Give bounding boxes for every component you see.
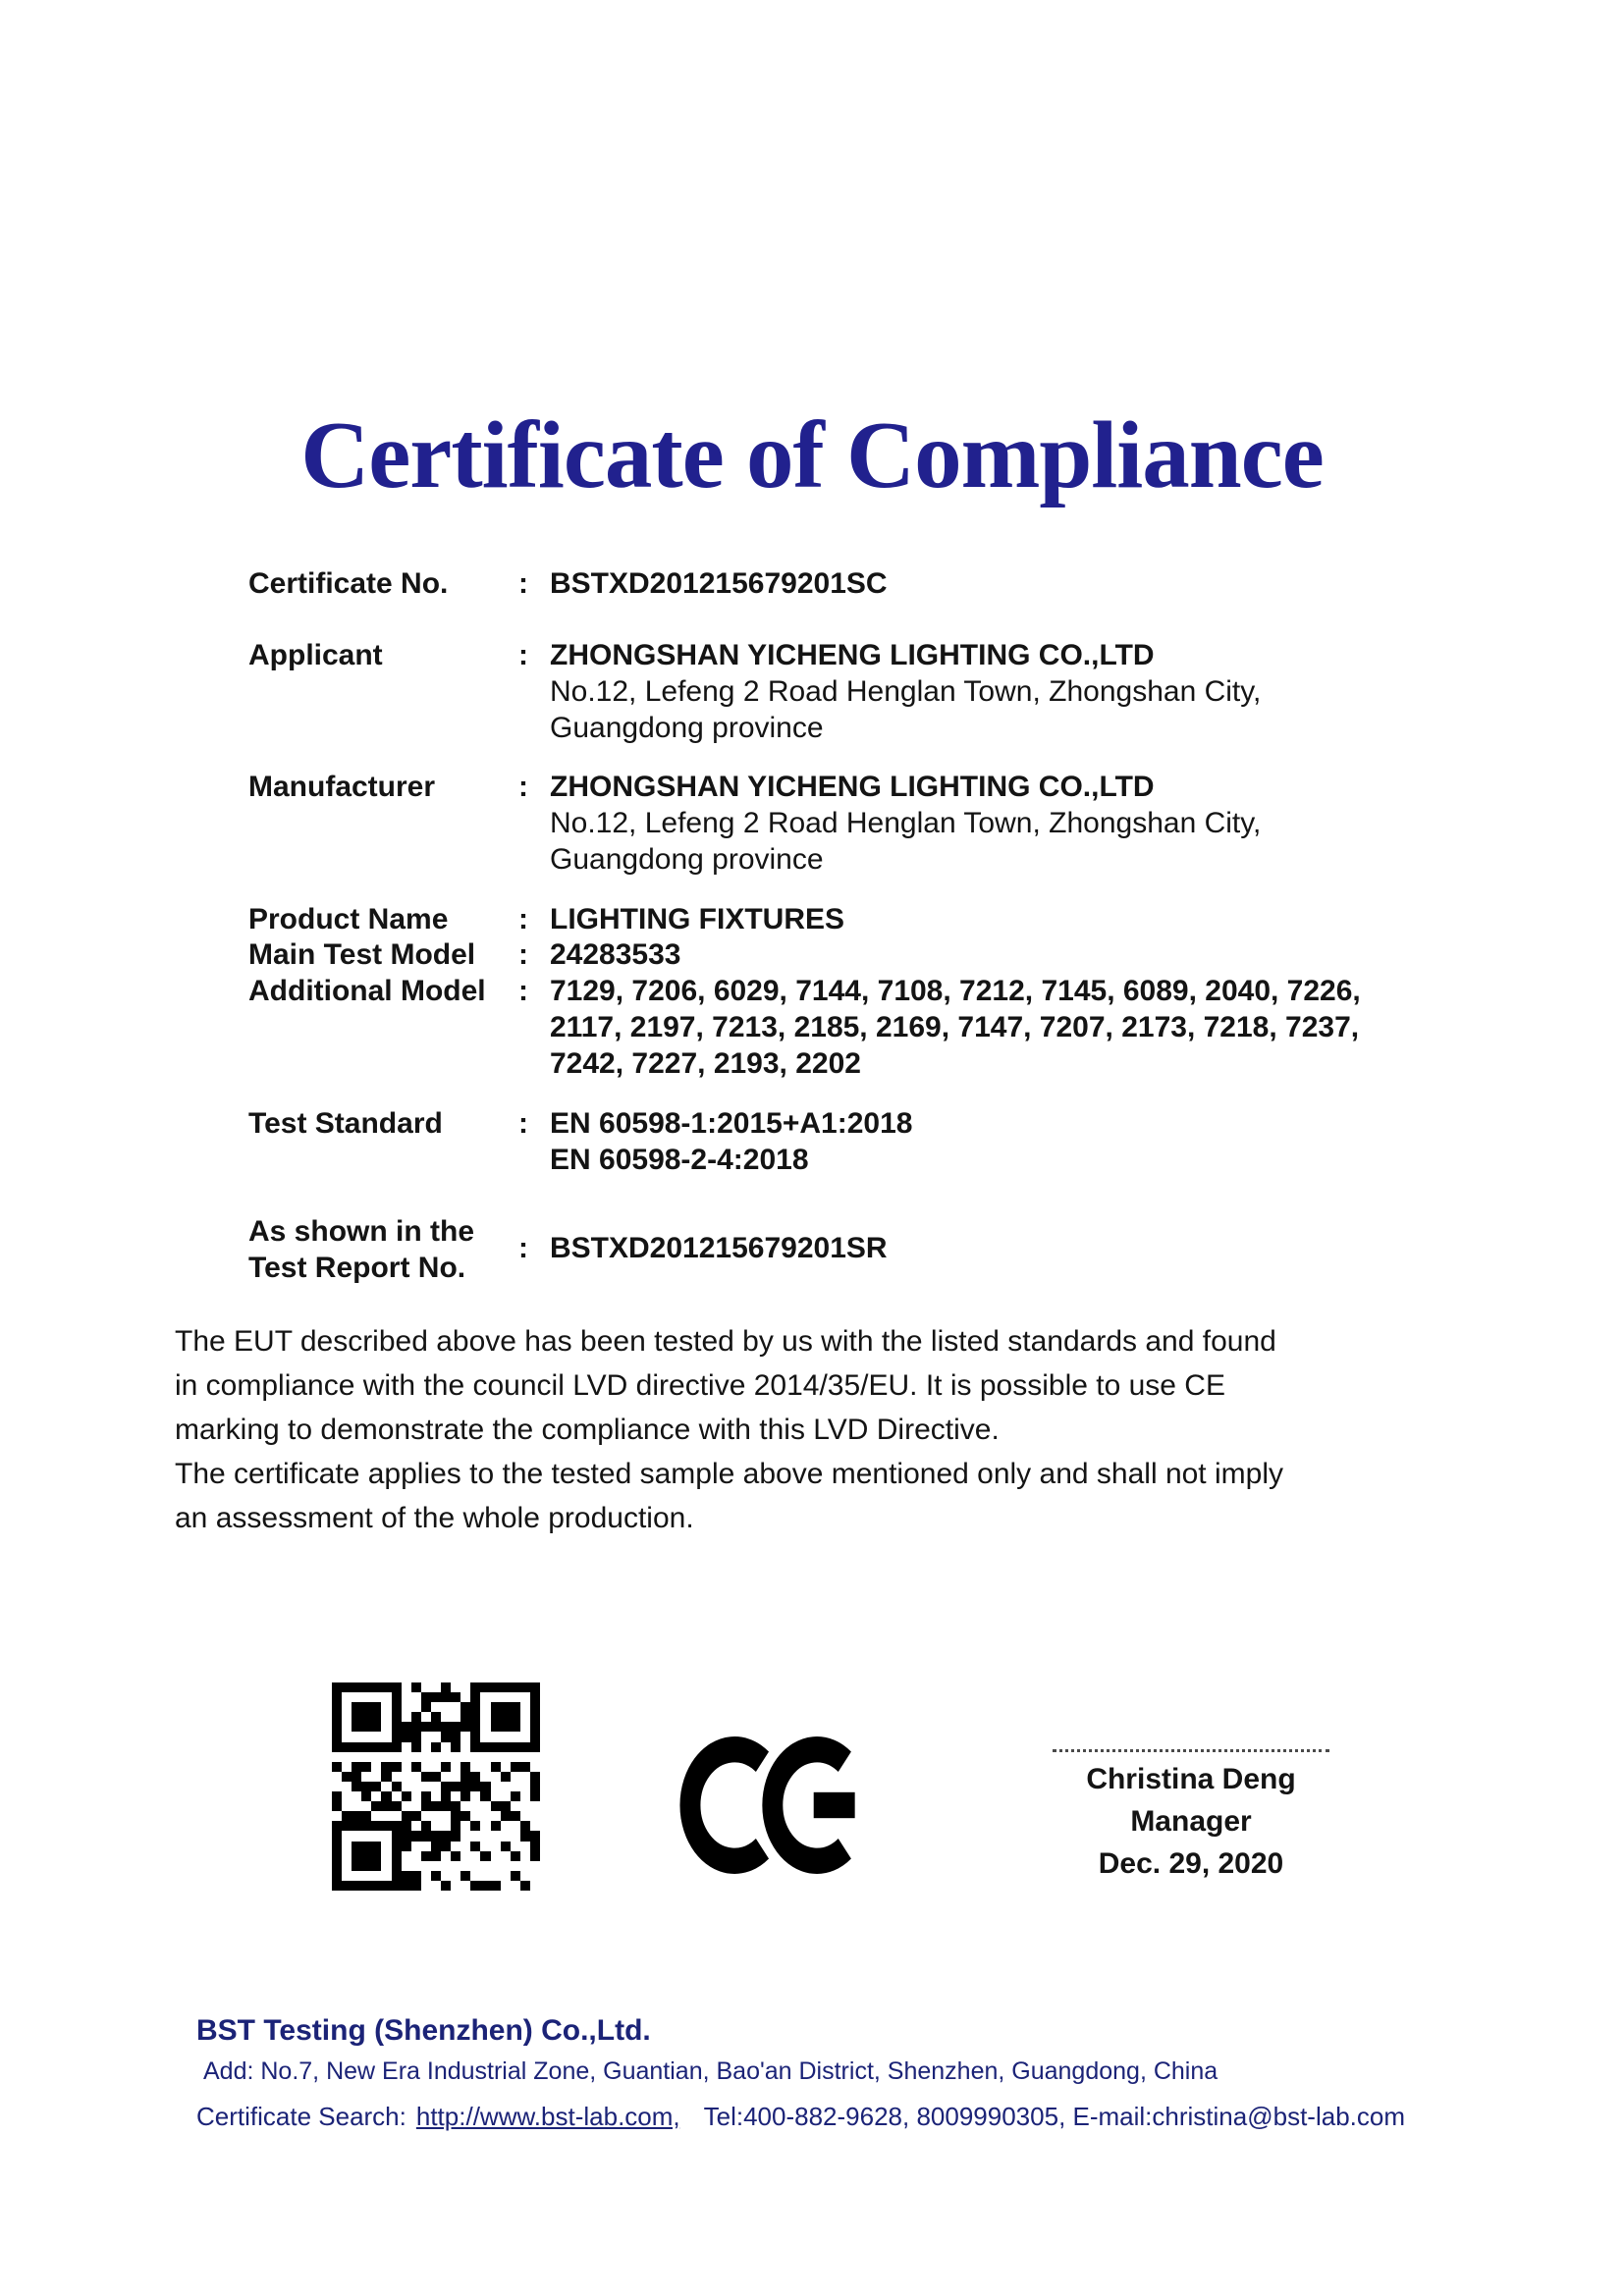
colon: : bbox=[518, 903, 528, 935]
field-label: Product Name bbox=[248, 903, 449, 935]
additional-model-value bbox=[550, 973, 1361, 1082]
field-label: Manufacturer bbox=[248, 771, 436, 803]
manufacturer-value bbox=[550, 769, 1261, 878]
footer-contact-row bbox=[196, 2101, 1405, 2132]
signatory-position: Manager bbox=[1130, 1805, 1252, 1838]
issuer-company-name: BST Testing (Shenzhen) Co.,Ltd. bbox=[196, 2014, 651, 2047]
statement-line5: an assessment of the whole production. bbox=[175, 1502, 694, 1534]
main-test-model-value: 24283533 bbox=[550, 938, 681, 971]
colon: : bbox=[518, 938, 528, 971]
certificate-number: BSTXD201215679201SC bbox=[550, 567, 888, 600]
test-report-number: BSTXD201215679201SR bbox=[550, 1232, 888, 1264]
field-label: Applicant bbox=[248, 639, 383, 671]
additional-model-line3: 7242, 7227, 2193, 2202 bbox=[550, 1047, 861, 1080]
additional-model-line1: 7129, 7206, 6029, 7144, 7108, 7212, 7145, 6089, 2040, 7226, bbox=[550, 975, 1361, 1007]
field-label: Main Test Model bbox=[248, 938, 476, 971]
qr-code-icon bbox=[332, 1682, 540, 1891]
statement-line3: marking to demonstrate the compliance with this LVD Directive. bbox=[175, 1414, 1000, 1446]
signature-date: Dec. 29, 2020 bbox=[1098, 1847, 1284, 1880]
test-standard-line2: EN 60598-2-4:2018 bbox=[550, 1144, 809, 1176]
product-name-value: LIGHTING FIXTURES bbox=[550, 903, 844, 935]
applicant-address-line2: Guangdong province bbox=[550, 712, 824, 744]
additional-model-line2: 2117, 2197, 7213, 2185, 2169, 7147, 7207, 2173, 7218, 7237, bbox=[550, 1011, 1360, 1043]
colon: : bbox=[518, 771, 528, 803]
statement-line4: The certificate applies to the tested sample above mentioned only and shall not imply bbox=[175, 1458, 1283, 1490]
signature-block bbox=[1044, 1737, 1338, 1885]
manufacturer-address-line2: Guangdong province bbox=[550, 843, 824, 876]
applicant-address-line1: No.12, Lefeng 2 Road Henglan Town, Zhongshan City, bbox=[550, 675, 1262, 708]
signatory-name: Christina Deng bbox=[1086, 1763, 1296, 1795]
manufacturer-address-line1: No.12, Lefeng 2 Road Henglan Town, Zhongshan City, bbox=[550, 807, 1262, 839]
field-label bbox=[248, 1213, 474, 1286]
applicant-name: ZHONGSHAN YICHENG LIGHTING CO.,LTD bbox=[550, 639, 1155, 671]
signature-line bbox=[1053, 1749, 1329, 1752]
field-label: Test Standard bbox=[248, 1107, 443, 1140]
colon: : bbox=[518, 567, 528, 600]
applicant-value bbox=[550, 637, 1261, 746]
test-standard-line1: EN 60598-1:2015+A1:2018 bbox=[550, 1107, 913, 1140]
contact-info: Tel:400-882-9628, 8009990305, E-mail:christina@bst-lab.com bbox=[703, 2102, 1405, 2131]
statement-line1: The EUT described above has been tested by us with the listed standards and found bbox=[175, 1325, 1276, 1358]
field-label: Additional Model bbox=[248, 975, 486, 1007]
issuer-address: Add: No.7, New Era Industrial Zone, Guantian, Bao'an District, Shenzhen, Guangdong, China bbox=[203, 2057, 1218, 2085]
page-title: Certificate of Compliance bbox=[300, 402, 1324, 507]
manufacturer-name: ZHONGSHAN YICHENG LIGHTING CO.,LTD bbox=[550, 771, 1155, 803]
statement-line2: in compliance with the council LVD directive 2014/35/EU. It is possible to use CE bbox=[175, 1369, 1225, 1402]
colon: : bbox=[518, 1232, 528, 1264]
compliance-statement bbox=[175, 1319, 1283, 1540]
colon: : bbox=[518, 1107, 528, 1140]
colon: : bbox=[518, 975, 528, 1007]
ce-mark-icon bbox=[677, 1735, 874, 1875]
test-report-label-line2: Test Report No. bbox=[248, 1252, 466, 1284]
certificate-search-link[interactable]: http://www.bst-lab.com, bbox=[415, 2102, 680, 2131]
certificate-search-label: Certificate Search: bbox=[196, 2102, 406, 2131]
test-report-label-line1: As shown in the bbox=[248, 1215, 475, 1248]
colon: : bbox=[518, 639, 528, 671]
test-standard-value bbox=[550, 1105, 912, 1178]
field-label: Certificate No. bbox=[248, 567, 449, 600]
